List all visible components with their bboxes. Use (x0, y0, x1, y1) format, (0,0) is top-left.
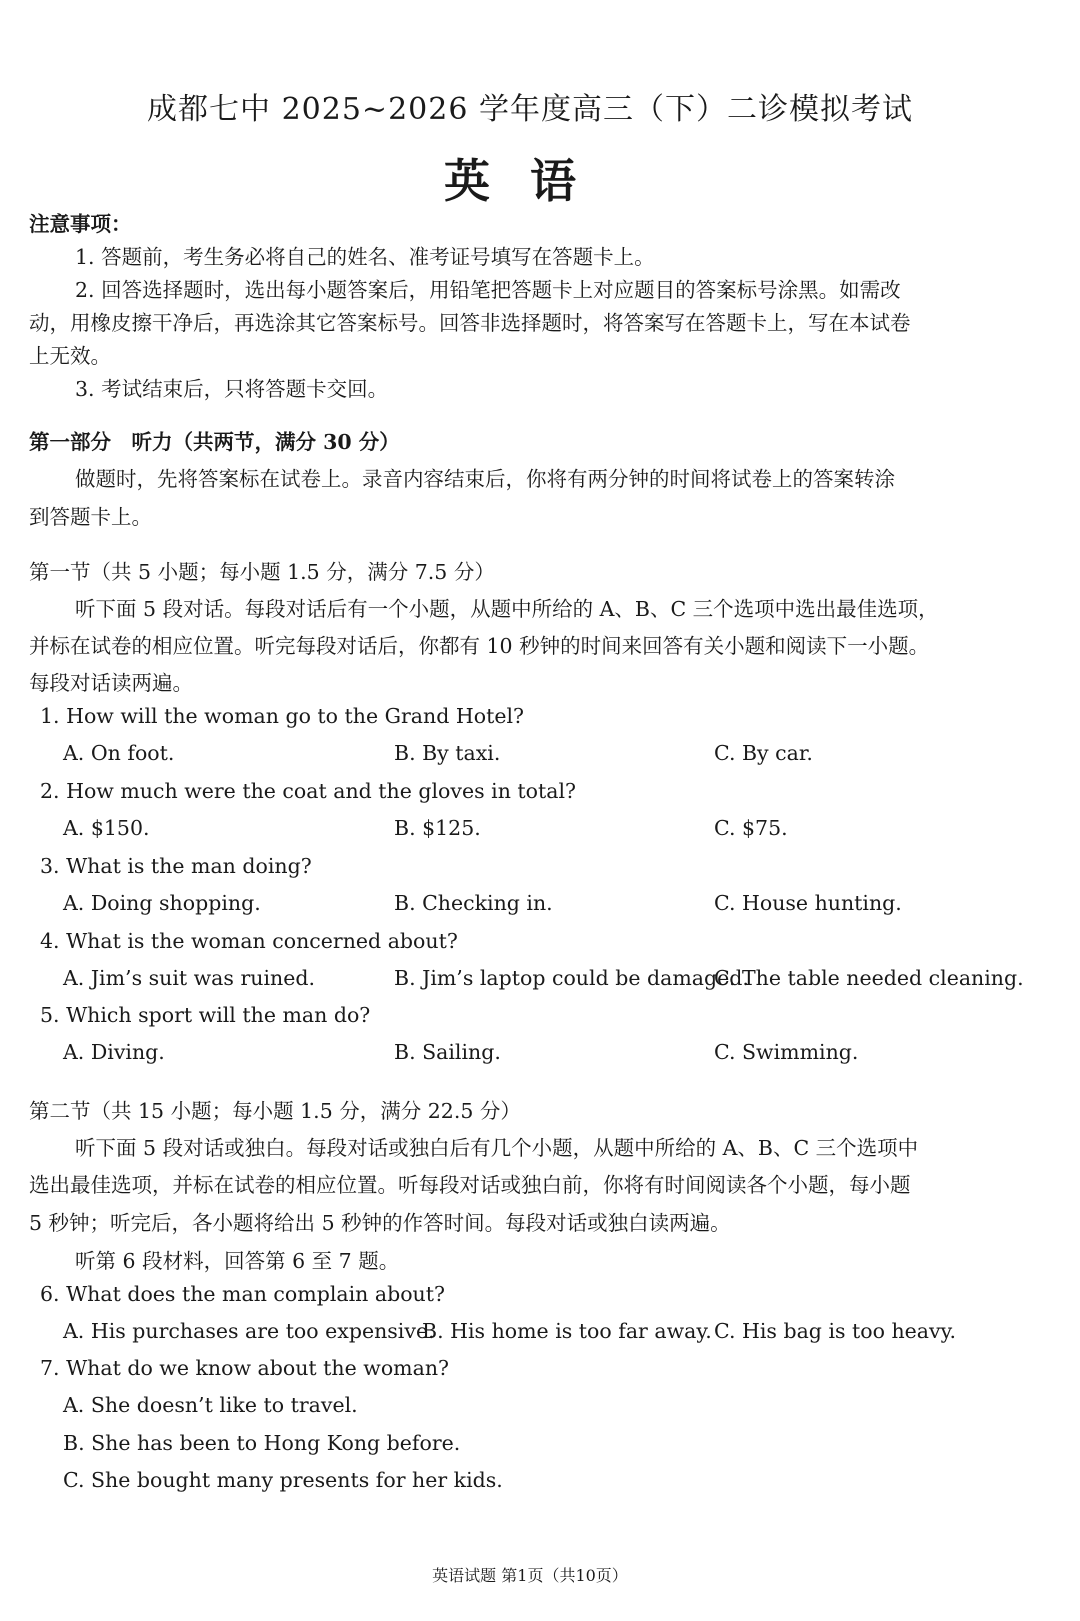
section1-instruction-line-3: 每段对话读两遍。 (29, 671, 193, 695)
question-2: 2. How much were the coat and the gloves in total? (40, 779, 577, 803)
material-6-instruction: 听第 6 段材料，回答第 6 至 7 题。 (75, 1249, 400, 1273)
notice-item-1: 1. 答题前，考生务必将自己的姓名、准考证号填写在答题卡上。 (75, 245, 655, 269)
question-7-option-a: A. She doesn’t like to travel. (63, 1393, 358, 1417)
subject-title: 英语 (444, 154, 616, 208)
question-3-option-b: B. Checking in. (394, 891, 553, 915)
question-7-option-c: C. She bought many presents for her kids. (63, 1468, 503, 1492)
question-2-option-b: B. $125. (394, 816, 481, 840)
part1-heading: 第一部分 听力（共两节，满分 30 分） (29, 430, 400, 454)
question-2-option-c: C. $75. (714, 816, 788, 840)
question-5-option-a: A. Diving. (63, 1040, 165, 1064)
section1-instruction-line-2: 并标在试卷的相应位置。听完每段对话后，你都有 10 秒钟的时间来回答有关小题和阅读下一小题。 (29, 634, 930, 658)
notice-item-2-line-1: 2. 回答选择题时，选出每小题答案后，用铅笔把答题卡上对应题目的答案标号涂黑。如需改 (75, 278, 901, 302)
question-1: 1. How will the woman go to the Grand Hotel? (40, 704, 524, 728)
question-5-option-c: C. Swimming. (714, 1040, 859, 1064)
question-6-option-b: B. His home is too far away. (422, 1319, 712, 1343)
question-1-option-b: B. By taxi. (394, 741, 501, 765)
question-1-option-c: C. By car. (714, 741, 813, 765)
section2-heading: 第二节（共 15 小题；每小题 1.5 分，满分 22.5 分） (29, 1099, 521, 1123)
question-2-option-a: A. $150. (63, 816, 150, 840)
section1-instruction-line-1: 听下面 5 段对话。每段对话后有一个小题，从题中所给的 A、B、C 三个选项中选出最佳选项， (75, 597, 939, 621)
question-6-option-a: A. His purchases are too expensive. (63, 1319, 435, 1343)
question-5-option-b: B. Sailing. (394, 1040, 501, 1064)
question-7: 7. What do we know about the woman? (40, 1356, 450, 1380)
notice-item-2-line-2: 动，用橡皮擦干净后，再选涂其它答案标号。回答非选择题时，将答案写在答题卡上，写在本试卷 (29, 311, 911, 335)
question-5: 5. Which sport will the man do? (40, 1003, 371, 1027)
notice-heading: 注意事项： (29, 212, 132, 236)
question-4: 4. What is the woman concerned about? (40, 929, 458, 953)
question-1-option-a: A. On foot. (63, 741, 175, 765)
section2-instruction-line-1: 听下面 5 段对话或独白。每段对话或独白后有几个小题，从题中所给的 A、B、C 三个选项中 (75, 1136, 919, 1160)
section2-instruction-line-2: 选出最佳选项，并标在试卷的相应位置。听每段对话或独白前，你将有时间阅读各个小题，每小题 (29, 1173, 911, 1197)
question-4-option-a: A. Jim’s suit was ruined. (63, 966, 315, 990)
section1-heading: 第一节（共 5 小题；每小题 1.5 分，满分 7.5 分） (29, 560, 495, 584)
exam-title: 成都七中 2025~2026 学年度高三（下）二诊模拟考试 (147, 92, 913, 127)
question-3-option-c: C. House hunting. (714, 891, 902, 915)
question-6: 6. What does the man complain about? (40, 1282, 445, 1306)
question-3: 3. What is the man doing? (40, 854, 312, 878)
question-4-option-c: C. The table needed cleaning. (714, 966, 1024, 990)
question-4-option-b: B. Jim’s laptop could be damaged. (394, 966, 749, 990)
part1-instruction-line-2: 到答题卡上。 (29, 505, 152, 529)
section2-instruction-line-3: 5 秒钟；听完后，各小题将给出 5 秒钟的作答时间。每段对话或独白读两遍。 (29, 1211, 731, 1235)
question-7-option-b: B. She has been to Hong Kong before. (63, 1431, 461, 1455)
notice-item-2-line-3: 上无效。 (29, 344, 111, 368)
question-3-option-a: A. Doing shopping. (63, 891, 261, 915)
part1-instruction-line-1: 做题时，先将答案标在试卷上。录音内容结束后，你将有两分钟的时间将试卷上的答案转涂 (75, 467, 895, 491)
page-footer: 英语试题 第1页（共10页） (432, 1566, 628, 1585)
notice-item-3: 3. 考试结束后，只将答题卡交回。 (75, 377, 389, 401)
question-6-option-c: C. His bag is too heavy. (714, 1319, 956, 1343)
